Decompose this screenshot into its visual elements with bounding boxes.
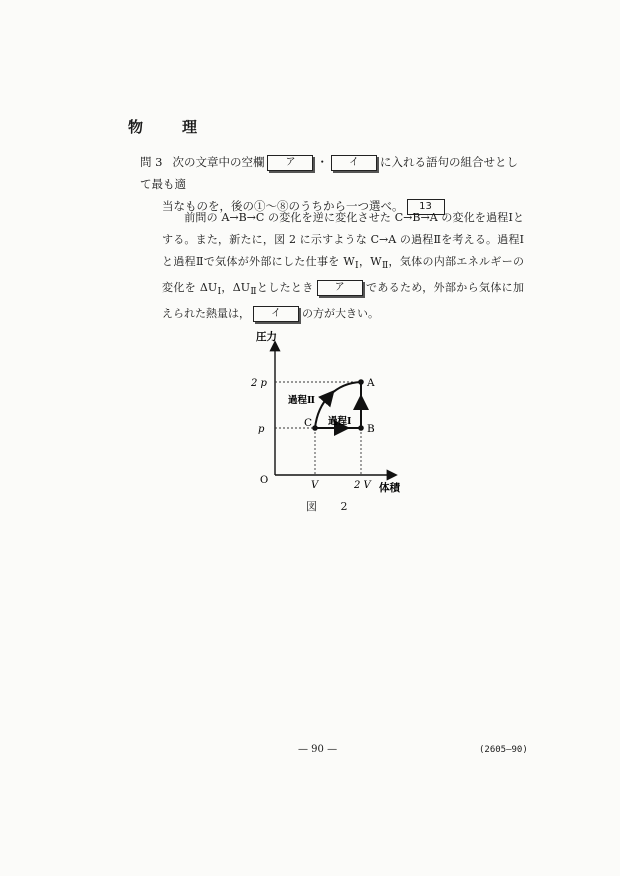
point-c-dot [312,425,318,431]
paragraph-sub-4: Ⅱ [249,285,257,297]
y-tick-2p: 2 p [251,378,267,389]
process-1-label: 過程Ⅰ [328,416,352,427]
point-a-dot [358,379,364,385]
page-number: — 90 — [298,744,338,755]
point-b-dot [358,425,364,431]
paragraph-text-7: の方が大きい。 [302,306,379,320]
paragraph-text-2: ，W [358,254,382,268]
paragraph-text-1: 前問の A→B→C の変化を逆に変化させた C→B→A の変化を過程Ⅰとする。また，新たに，図 2 に示すような C→A の過程Ⅱを考える。過程Ⅰと過程Ⅱで気体が外部にした仕事を W [162,211,524,268]
paragraph-text-6: であるため，外部から気体に加えられた熱量は， [162,280,525,320]
problem-paragraph [162,207,524,324]
document-code: (2605—90) [479,745,528,755]
pv-diagram [240,325,410,495]
blank-i-inline: イ [253,306,299,322]
subject-heading: 物 理 [128,118,210,136]
paragraph-text-4: ，ΔU [221,280,250,294]
question-text-b: に入れる語句の組合せとして最も適 [140,155,518,191]
origin-label: O [260,475,269,486]
question-text-a: 次の文章中の空欄 [172,155,265,169]
y-axis-label: 圧力 [256,331,277,343]
question-number: 問 3 [140,155,163,169]
x-axis-label: 体積 [379,482,400,494]
blank-separator: ・ [316,155,328,169]
answer-number-box: 13 [407,199,445,215]
question-text-c: 当なものを，後の①～⑧のうちから一つ選べ。 [162,199,404,213]
paragraph-sub-2: Ⅱ [381,259,389,271]
paragraph-sub-3: Ⅰ [217,285,222,297]
paragraph-sub-1: Ⅰ [354,259,359,271]
paragraph-text-3: ，気体の内部エネルギーの変化を ΔU [162,254,525,294]
point-b-label: B [367,423,375,435]
figure-caption: 図 2 [306,500,358,513]
blank-i: イ [331,155,377,171]
blank-a-inline: ア [317,280,363,296]
x-tick-2v: 2 V [354,480,371,491]
point-a-label: A [367,377,375,389]
y-tick-p: p [258,424,265,435]
paragraph-text-5: としたとき [256,280,314,294]
blank-a: ア [267,155,313,171]
process-2-arrow [326,393,332,400]
x-tick-v: V [311,480,319,491]
process-2-label: 過程Ⅱ [288,395,316,406]
point-c-label: C [304,417,313,429]
